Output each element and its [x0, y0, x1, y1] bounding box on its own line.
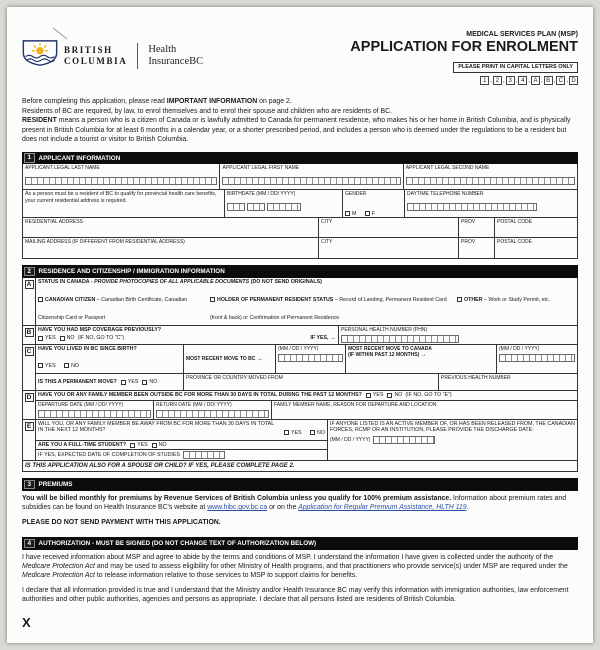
full-time-student-yes-checkbox[interactable]: [130, 443, 135, 448]
departure-date-label: DEPARTURE DATE (MM / DD/ YYYY): [38, 401, 124, 408]
last-name-label: APPLICANT LEGAL LAST NAME: [25, 165, 100, 172]
section-3-premiums: [22, 478, 578, 527]
intro-line-2: Residents of BC are required, by law, to enrol themselves and to enrol their spouse and children who are residents of BC.: [22, 107, 392, 115]
studies-completion-label: IF YES, EXPECTED DATE OF COMPLETION OF STUDIES: [38, 452, 180, 459]
yes-label: YES: [137, 442, 148, 449]
prov-label: PROV: [461, 239, 476, 246]
section-1-applicant-information: [22, 152, 578, 260]
residential-address-input[interactable]: [25, 225, 316, 235]
code-separator: ,: [566, 77, 568, 84]
intro-text: [22, 97, 578, 145]
premium-assistance-link[interactable]: Application for Regular Premium Assistance, HLTH 119: [298, 504, 467, 512]
mailing-postal-input[interactable]: [497, 245, 575, 255]
gender-m-checkbox[interactable]: [345, 211, 350, 216]
forces-discharge-note: IF ANYONE LISTED IS AN ACTIVE MEMBER OF, OR HAS BEEN RELEASED FROM, THE CANADIAN FORCES, RCMP OR AN INSTITUTION, PLEASE PROVIDE THE DISCHARGE DATE:: [330, 420, 575, 434]
section-3-number: 3: [24, 480, 35, 490]
yes-label: YES: [45, 363, 56, 370]
code-box: D: [569, 76, 578, 85]
city-input[interactable]: [321, 225, 456, 235]
family-member-reason-input[interactable]: [274, 408, 575, 416]
section-4-authorization: [22, 537, 578, 629]
section-4-number: 4: [24, 539, 35, 549]
code-box: B: [544, 76, 553, 85]
gender-label: GENDER: [345, 191, 367, 198]
last-name-input[interactable]: [25, 177, 217, 185]
code-separator: ,: [528, 77, 530, 84]
yes-label: YES: [127, 379, 139, 386]
prov-label: PROV: [461, 219, 476, 226]
yes-label: YES: [45, 335, 56, 342]
residential-address-label: RESIDENTIAL ADDRESS: [25, 219, 83, 226]
move-to-bc-date-input[interactable]: [278, 354, 343, 362]
brand-line-1: BRITISH: [64, 44, 113, 55]
first-name-label: APPLICANT LEGAL FIRST NAME: [222, 165, 300, 172]
permanent-move-yes-checkbox[interactable]: [121, 380, 126, 385]
birthdate-label: BIRTHDATE (MM / DD/ YYYY): [227, 191, 296, 198]
mailing-address-label: MAILING ADDRESS (IF DIFFERENT FROM RESIDENTIAL ADDRESS): [25, 239, 185, 246]
no-label: NO: [66, 335, 75, 342]
brand-block: [22, 31, 203, 72]
phone-label: DAYTIME TELEPHONE NUMBER: [407, 191, 484, 198]
city-label: CITY: [321, 239, 333, 246]
discharge-date-input[interactable]: [373, 436, 435, 444]
code-box: A: [531, 76, 540, 85]
arrow-right-icon: →: [256, 355, 263, 362]
prov-input[interactable]: [461, 225, 492, 235]
other-status-option: [457, 288, 575, 324]
birthdate-month-input[interactable]: [227, 203, 245, 211]
mailing-address-row: [23, 238, 577, 258]
signature-area: [22, 614, 578, 630]
form-page: [7, 7, 593, 643]
canadian-citizen-label: CANADIAN CITIZEN – Canadian Birth Certificate, Canadian Citizenship Card or Passport: [38, 296, 188, 321]
row-d-outside-bc: [23, 391, 577, 420]
row-e-letter: E: [25, 422, 34, 431]
province-moved-from-label: PROVINCE OR COUNTRY MOVED FROM: [186, 375, 283, 382]
section-2-number: 2: [24, 267, 35, 277]
discharge-date-format: (MM / DD / YYYY): [330, 436, 371, 443]
code-box: 1: [480, 76, 489, 85]
gender-f-checkbox[interactable]: [365, 211, 370, 216]
spouse-child-row: [23, 461, 577, 471]
code-separator: ,: [490, 77, 492, 84]
permanent-resident-option: [210, 288, 453, 324]
row-c-letter: C: [25, 347, 34, 356]
birthdate-row: [23, 190, 577, 218]
row-a-letter: A: [25, 280, 34, 289]
city-label: CITY: [321, 219, 333, 226]
lived-in-bc-question: HAVE YOU LIVED IN BC SINCE BIRTH?: [38, 345, 137, 352]
msp-plan-label: MEDICAL SERVICES PLAN (MSP): [466, 31, 578, 38]
return-date-label: RETURN DATE (MM / DD/ YYYY): [156, 401, 232, 408]
arrow-right-icon: →: [330, 335, 336, 342]
if-no-go-to-e-note: (IF NO, GO TO "E"): [405, 392, 452, 399]
residency-note: As a person must be a resident of BC to qualify for provincial health care benefits, your current residential address is required.: [25, 191, 217, 205]
section-3-header: [22, 478, 578, 491]
row-e-away-from-bc: [23, 420, 577, 462]
section-2-header: [22, 265, 578, 278]
if-no-go-to-c-note: (IF NO, GO TO "C"): [77, 335, 125, 342]
hib-line-2: InsuranceBC: [148, 55, 204, 67]
signature-line[interactable]: [37, 628, 237, 629]
lived-in-bc-no-checkbox[interactable]: [64, 363, 69, 368]
yes-label: YES: [290, 429, 302, 436]
signature-x-mark: X: [22, 614, 31, 630]
msp-coverage-question: HAVE YOU HAD MSP COVERAGE PREVIOUSLY?: [38, 326, 162, 333]
section-4-title: AUTHORIZATION - MUST BE SIGNED (DO NOT CHANGE TEXT OF AUTHORIZATION BELOW): [38, 539, 317, 547]
code-box: 2: [493, 76, 502, 85]
name-row: [23, 164, 577, 190]
intro-line-1: Before completing this application, please read IMPORTANT INFORMATION on page 2.: [22, 98, 292, 105]
move-to-bc-label: MOST RECENT MOVE TO BC →: [186, 355, 263, 362]
phone-input[interactable]: [407, 203, 537, 211]
postal-code-label: POSTAL CODE: [497, 219, 533, 226]
no-label: NO: [149, 379, 158, 386]
canadian-citizen-option: [38, 288, 206, 324]
no-label: NO: [394, 392, 403, 399]
resident-definition: RESIDENT means a person who is a citizen of Canada or is lawfully admitted to Canada for permanent residence, who makes his or her home in British Columbia, and is physically present in British Columbia for at least 6 months in a calendar year, or a shorter prescribed period, and includes a person who is deemed under the regulations to be a resident but does not include a tourist or visitor to British Columbia.: [22, 117, 571, 144]
msp-coverage-no-checkbox[interactable]: [60, 336, 65, 341]
code-box: C: [556, 76, 565, 85]
row-b-msp-coverage: [23, 326, 577, 345]
departure-date-input[interactable]: [38, 410, 151, 418]
authorization-paragraph-1: I have received information about MSP and agree to abide by the terms and conditions of MSP. I understand the information I have given is collected under the authority of the Medicare Protection Act and may be used to assess eligibility for other Ministry of Health programs, and that practitioners who provide service(s) under MSP are required under the Medicare Protection Act to release information relative to those services to MSP to support claims for benefits.: [22, 553, 568, 580]
family-member-reason-label: FAMILY MEMBER NAME, REASON FOR DEPARTURE AND LOCATION: [274, 401, 437, 408]
print-capitals-note: PLEASE PRINT IN CAPITAL LETTERS ONLY: [453, 62, 578, 73]
permanent-move-question: IS THIS A PERMANENT MOVE?: [38, 378, 117, 385]
section-2-residence-citizenship: [22, 265, 578, 472]
code-separator: ,: [540, 77, 543, 84]
row-b-letter: B: [25, 328, 34, 337]
no-label: NO: [317, 429, 325, 436]
residential-address-row: [23, 218, 577, 238]
outside-bc-no-checkbox[interactable]: [387, 393, 392, 398]
section-1-header: [22, 152, 578, 165]
code-separator: ,: [515, 77, 518, 84]
permanent-resident-checkbox[interactable]: [210, 297, 215, 302]
no-label: NO: [71, 363, 80, 370]
section-1-number: 1: [24, 153, 35, 163]
code-separator: ,: [553, 77, 556, 84]
mailing-address-input[interactable]: [25, 245, 316, 255]
section-1-title: APPLICANT INFORMATION: [38, 154, 121, 162]
mailing-city-input[interactable]: [321, 245, 456, 255]
code-box: 3: [506, 76, 515, 85]
section-4-header: [22, 537, 578, 550]
second-name-input[interactable]: [406, 177, 575, 185]
move-to-canada-date-format: (MM / DD / YYYY): [499, 345, 540, 352]
away-from-bc-no-checkbox[interactable]: [310, 430, 315, 435]
arrow-right-icon: →: [420, 351, 427, 358]
studies-completion-date-input[interactable]: [183, 451, 225, 459]
authorization-paragraph-2: I declare that all information provided is true and I understand that the Ministry and/or Health Insurance BC may verify this information with immigration authorities, law enforcement authorities and other public authorities, agencies and persons as appropriate. I declare that all persons listed are residents of British Columbia.: [22, 586, 569, 604]
permanent-resident-label: HOLDER OF PERMANENT RESIDENT STATUS – Record of Landing, Permanent Resident Card (front & back) or Confirmation of Permanent Residence: [210, 296, 447, 321]
permanent-move-no-checkbox[interactable]: [142, 380, 147, 385]
title-block: [350, 31, 578, 85]
spouse-child-note: IS THIS APPLICATION ALSO FOR A SPOUSE OR CHILD? IF YES, PLEASE COMPLETE PAGE 2.: [25, 463, 295, 470]
province-moved-from-input[interactable]: [186, 381, 436, 389]
header: [22, 31, 578, 85]
birthdate-day-input[interactable]: [247, 203, 265, 211]
section-2-title: RESIDENCE AND CITIZENSHIP / IMMIGRATION INFORMATION: [38, 268, 225, 276]
other-status-label: OTHER – Work or Study Permit, etc.: [464, 296, 551, 303]
hibc-website-link[interactable]: www.hibc.gov.bc.ca: [207, 504, 268, 512]
previous-health-number-label: PREVIOUS HEALTH NUMBER: [441, 375, 511, 382]
postal-code-input[interactable]: [497, 225, 575, 235]
canadian-citizen-checkbox[interactable]: [38, 297, 43, 302]
first-name-input[interactable]: [222, 177, 400, 185]
other-status-checkbox[interactable]: [457, 297, 462, 302]
code-box: 4: [518, 76, 527, 85]
second-name-label: APPLICANT LEGAL SECOND NAME: [405, 165, 490, 172]
postal-code-label: POSTAL CODE: [497, 239, 533, 246]
bc-logo-icon: [22, 39, 58, 72]
outside-bc-question: HAVE YOU OR ANY FAMILY MEMBER BEEN OUTSIDE BC FOR MORE THAN 30 DAYS IN TOTAL DURING THE PAST 12 MONTHS?: [38, 392, 362, 399]
health-insurancebc-wordmark: [148, 44, 203, 68]
brand-divider: [137, 43, 138, 69]
code-separator: ,: [502, 77, 505, 84]
move-to-bc-date-format: (MM / DD / YYYY): [278, 345, 319, 352]
birthdate-year-input[interactable]: [267, 203, 301, 211]
hib-line-1: Health: [148, 43, 177, 55]
no-label: NO: [158, 442, 167, 449]
gender-m-label: M: [352, 211, 357, 218]
full-time-student-question: ARE YOU A FULL-TIME STUDENT?: [38, 441, 127, 448]
away-from-bc-question: WILL YOU, OR ANY FAMILY MEMBER BE AWAY FROM BC FOR MORE THAN 30 DAYS IN TOTAL IN THE NEXT 12 MONTHS?: [38, 420, 274, 434]
mailing-prov-input[interactable]: [461, 245, 492, 255]
form-title: APPLICATION FOR ENROLMENT: [350, 39, 578, 55]
gender-f-label: F: [371, 211, 376, 218]
row-d-letter: D: [25, 393, 34, 402]
outside-bc-yes-checkbox[interactable]: [366, 393, 371, 398]
msp-coverage-yes-checkbox[interactable]: [38, 336, 43, 341]
yes-label: YES: [372, 392, 384, 399]
phn-label: PERSONAL HEALTH NUMBER (PHN): [341, 326, 428, 333]
no-payment-note: PLEASE DO NOT SEND PAYMENT WITH THIS APPLICATION.: [22, 518, 221, 526]
if-yes-label: IF YES, →: [310, 335, 336, 342]
row-a-status-in-canada: [23, 278, 577, 326]
phn-input[interactable]: [341, 335, 459, 343]
page-section-code-boxes: [350, 76, 578, 85]
status-in-canada-label: STATUS IN CANADA - PROVIDE PHOTOCOPIES OF ALL APPLICABLE DOCUMENTS (DO NOT SEND ORIGINALS): [38, 278, 322, 285]
return-date-input[interactable]: [156, 410, 269, 418]
move-to-canada-date-input[interactable]: [499, 354, 575, 362]
row-c-lived-in-bc: [23, 345, 577, 392]
brand-line-2: COLUMBIA: [64, 55, 128, 66]
full-time-student-no-checkbox[interactable]: [152, 443, 157, 448]
lived-in-bc-yes-checkbox[interactable]: [38, 363, 43, 368]
previous-health-number-input[interactable]: [441, 381, 575, 389]
move-to-canada-label: MOST RECENT MOVE TO CANADA (IF WITHIN PAST 12 MONTHS) →: [348, 345, 432, 358]
premiums-paragraph: You will be billed monthly for premiums by Revenue Services of British Columbia unless you qualify for 100% premium assistance. Information about premium rates and subsidies can be found on Health Insurance BC's website at www.hibc.gov.bc.ca or on the Application for Regular Premium Assistance, HLTH 119.: [22, 494, 567, 512]
away-from-bc-yes-checkbox[interactable]: [284, 430, 289, 435]
brand-british-columbia: [64, 45, 127, 67]
section-3-title: PREMIUMS: [38, 481, 73, 489]
